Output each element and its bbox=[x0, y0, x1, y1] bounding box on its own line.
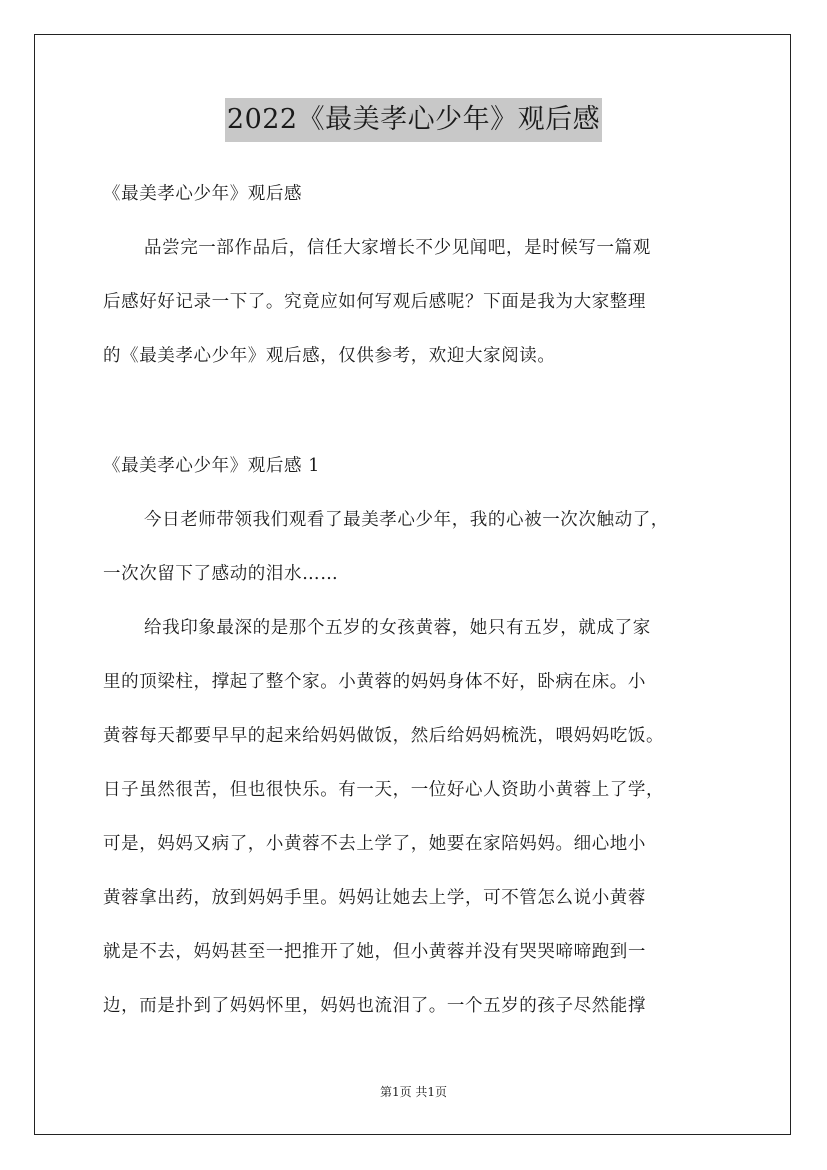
page-footer: 第1页 共1页 bbox=[379, 1085, 448, 1099]
subheading: 《最美孝心少年》观后感 bbox=[103, 184, 303, 204]
title-container bbox=[0, 98, 827, 142]
intro-line-1: 品尝完一部作品后，信任大家增长不少见闻吧，是时候写一篇观 bbox=[144, 238, 651, 258]
intro-line-3: 的《最美孝心少年》观后感，仅供参考，欢迎大家阅读。 bbox=[103, 346, 556, 366]
section-heading: 《最美孝心少年》观后感 1 bbox=[103, 456, 320, 476]
para2-line-3: 黄蓉每天都要早早的起来给妈妈做饭，然后给妈妈梳洗，喂妈妈吃饭。 bbox=[103, 726, 665, 746]
para2-line-8: 边，而是扑到了妈妈怀里，妈妈也流泪了。一个五岁的孩子尽然能撑 bbox=[103, 996, 646, 1016]
para2-line-7: 就是不去，妈妈甚至一把推开了她，但小黄蓉并没有哭哭啼啼跑到一 bbox=[103, 942, 646, 962]
para1-line-2: 一次次留下了感动的泪水…… bbox=[103, 564, 339, 584]
para2-line-6: 黄蓉拿出药，放到妈妈手里。妈妈让她去上学，可不管怎么说小黄蓉 bbox=[103, 888, 646, 908]
para2-line-4: 日子虽然很苦，但也很快乐。有一天，一位好心人资助小黄蓉上了学， bbox=[103, 780, 665, 800]
para2-line-1: 给我印象最深的是那个五岁的女孩黄蓉，她只有五岁，就成了家 bbox=[144, 618, 651, 638]
document-title: 2022《最美孝心少年》观后感 bbox=[225, 98, 602, 142]
para1-line-1: 今日老师带领我们观看了最美孝心少年，我的心被一次次触动了， bbox=[144, 510, 669, 530]
para2-line-5: 可是，妈妈又病了，小黄蓉不去上学了，她要在家陪妈妈。细心地小 bbox=[103, 834, 646, 854]
intro-line-2: 后感好好记录一下了。究竟应如何写观后感呢？下面是我为大家整理 bbox=[103, 292, 646, 312]
para2-line-2: 里的顶梁柱，撑起了整个家。小黄蓉的妈妈身体不好，卧病在床。小 bbox=[103, 672, 646, 692]
